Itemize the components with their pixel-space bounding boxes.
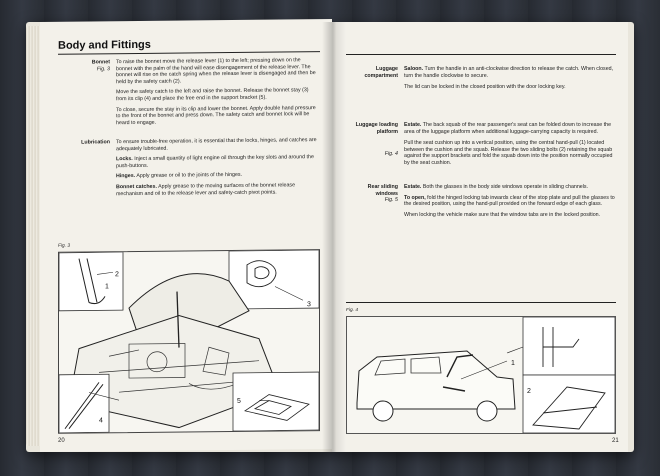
luggage-platform-text: The back squab of the rear passenger's seat can be folded down to increase the area of the luggage platform when additional luggage-carrying capacity is required. [404, 122, 612, 135]
rear-sliding-windows-label: Rear sliding windows [367, 184, 398, 197]
fig3-drawing [59, 250, 319, 433]
lubrication-section [58, 137, 320, 230]
locks-text: Inject a small quantity of light engine oil through the key slots and around the push-buttons. [116, 154, 314, 169]
estate-label-2: Estate. [404, 184, 422, 190]
hinges-label: Hinges. [116, 173, 136, 180]
bonnet-paragraph-3: To close, secure the stay in its clip and lower the bonnet. Apply double hand pressure to the front of the bonnet and press down. The safety catch and bonnet lock will be heard to engage. [116, 104, 316, 126]
fig4-callout-1: 1 [511, 360, 515, 367]
fig5-ref: Fig. 5 [384, 197, 398, 204]
top-rule-right [346, 54, 616, 55]
estate-label: Estate. [404, 122, 422, 128]
callout-1: 1 [105, 283, 109, 291]
luggage-compartment-section [346, 66, 616, 106]
to-open-label: To open, [404, 194, 426, 201]
callout-3: 3 [307, 301, 311, 309]
fig3-label: Fig. 3 [58, 243, 70, 249]
open-booklet [26, 22, 634, 452]
hinges-text: Apply grease or oil to the joints of the hinges. [136, 172, 243, 180]
luggage-compartment-label: Luggage compartment [364, 66, 398, 79]
page-number-right: 21 [612, 438, 619, 444]
bonnet-catches-text: Apply grease to the moving surfaces of the bonnet release mechanism and oil to the release lever and safety-catch pivot points. [116, 182, 296, 197]
inset-release-lever [59, 252, 123, 311]
rear-sliding-windows-section [346, 184, 616, 244]
saloon-label: Saloon. [404, 66, 424, 72]
inset-support-bracket [233, 372, 319, 431]
inset-sliding-bolt [523, 317, 615, 375]
rear-wheel [373, 401, 393, 421]
callout-4: 4 [99, 417, 103, 425]
luggage-platform-label: Luggage loading platform [355, 122, 398, 135]
callout-5: 5 [237, 397, 241, 405]
estate-car-body [357, 351, 515, 409]
luggage-compartment-note: The lid can be locked in the closed position with the door locking key. [404, 84, 566, 91]
luggage-platform-text-2: Pull the seat cushion up into a vertical position, using the central hand-pull (1) located between the cushion and the squab. Release the two sliding bolts (2) retaining the squab against the support brackets and fold the squab down into the position normally occupied by the seat cushion. [404, 140, 613, 166]
bonnet-paragraph-2: Move the safety catch to the left and raise the bonnet. Release the bonnet stay (3) from its clip (4) and place the free end in the support bracket (5). [116, 87, 309, 103]
luggage-compartment-text: Turn the handle in an anti-clockwise direction to release the catch. When closed, turn the handle clockwise to secure. [404, 66, 614, 79]
fig4-label: Fig. 4 [346, 308, 358, 313]
lubrication-intro: To ensure trouble-free operation, it is essential that the locks, hinges, and catches are adequately lubricated. [116, 137, 317, 152]
fig4-drawing [347, 317, 615, 433]
inset-hand-pull [523, 375, 615, 433]
locking-note: When locking the vehicle make sure that the window tabs are in the locked position. [404, 211, 601, 218]
locks-label: Locks. [116, 156, 133, 163]
sliding-windows-text: Both the glasses in the body side windows operate in sliding channels. [422, 184, 589, 190]
figure-rule-right [346, 302, 616, 303]
left-page [40, 19, 332, 452]
fig3-bonnet-illustration [58, 249, 320, 434]
fig4-callout-2: 2 [527, 388, 531, 395]
front-wheel [477, 401, 497, 421]
fig4-estate-illustration [346, 316, 616, 434]
page-number-left: 20 [58, 437, 65, 444]
lubrication-label: Lubrication [81, 139, 110, 146]
bonnet-paragraph-1: To raise the bonnet move the release lever (1) to the left; pressing down on the bonnet with the palm of the hand will ease disengagement of the release lever. The bonnet will rise on the catch spring when the release lever is disengaged and then be held by the safety catch (2). [116, 57, 316, 85]
callout-2: 2 [115, 271, 119, 279]
bonnet-catches-label: Bonnet catches. [116, 183, 157, 191]
bonnet-label: Bonnet [91, 59, 110, 66]
section-title: Body and Fittings [58, 38, 151, 52]
fig4-ref: Fig. 4 [384, 151, 398, 157]
title-rule [58, 51, 320, 55]
luggage-platform-section [346, 122, 616, 182]
bonnet-fig-ref: Fig. 3 [96, 65, 110, 72]
to-open-text: fold the hinged locking tab inwards clear of the stop plate and pull the glasses to the desired position, using the hand-pull provided on the forward edge of each glass. [404, 194, 615, 208]
right-page [332, 22, 628, 452]
